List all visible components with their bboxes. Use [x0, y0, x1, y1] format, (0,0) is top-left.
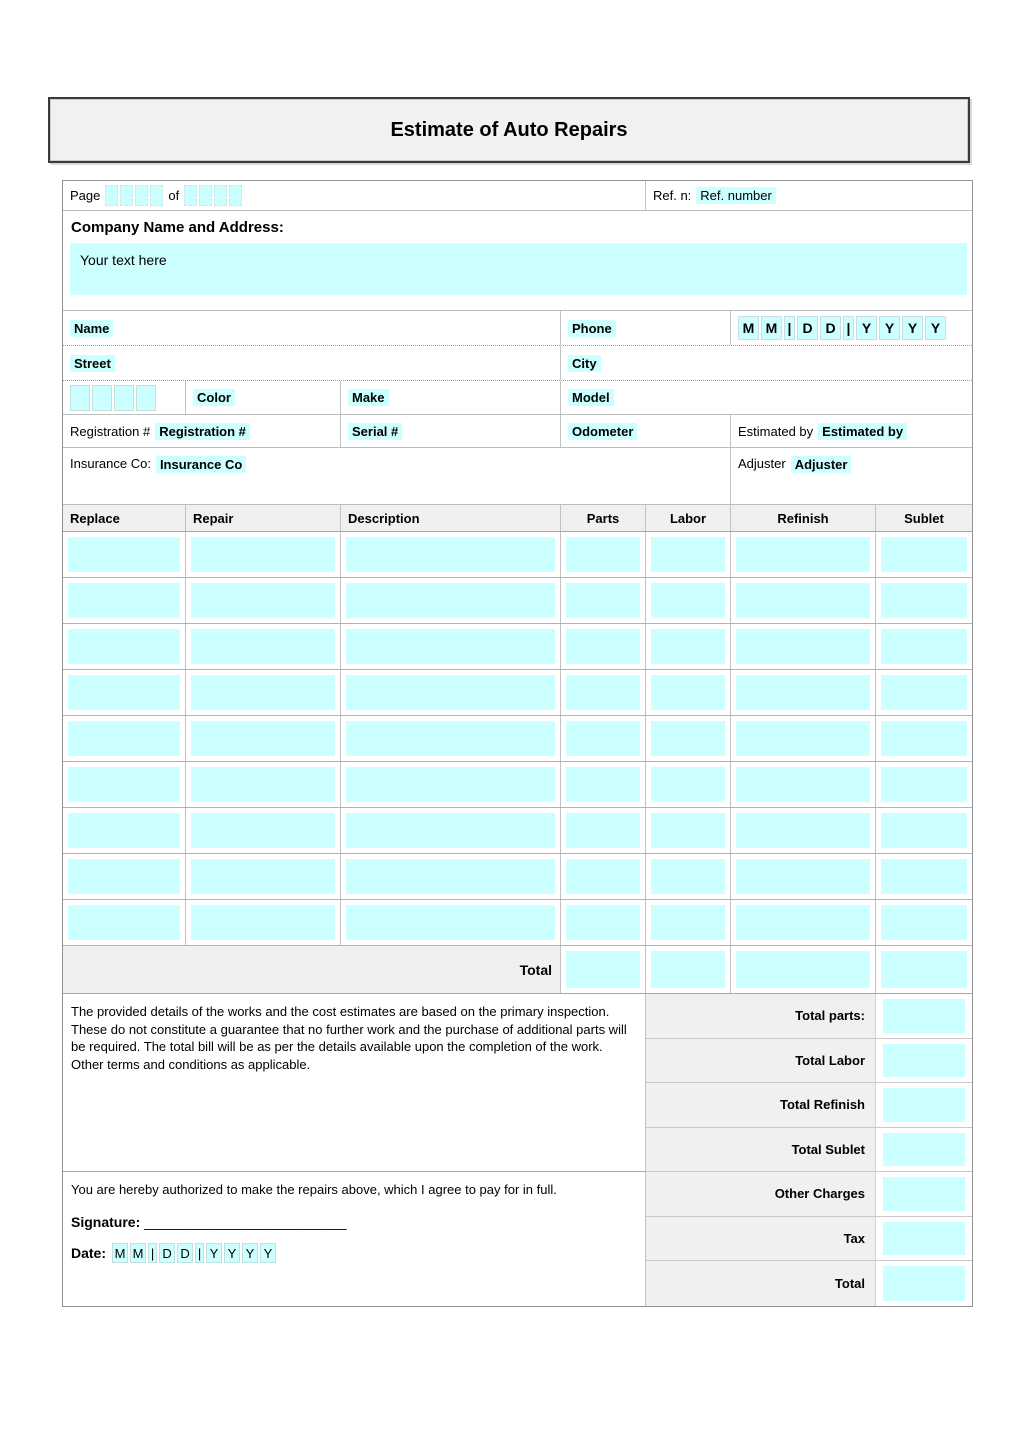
repairs-total-row	[63, 946, 972, 994]
repair-cell-input[interactable]	[736, 675, 870, 710]
form-title-box	[48, 97, 970, 163]
repairs-table-row	[63, 762, 972, 808]
comb-char-box[interactable]: D	[177, 1243, 193, 1263]
authorization-block	[63, 1172, 646, 1306]
repair-cell-input[interactable]	[566, 813, 640, 848]
serial-cell	[341, 415, 561, 447]
repairs-table-row	[63, 670, 972, 716]
signature-row	[71, 1213, 633, 1232]
insurance-row	[63, 448, 972, 505]
insurance-cell	[63, 448, 731, 504]
comb-char-box[interactable]	[229, 185, 242, 206]
repair-cell	[341, 716, 561, 761]
repair-cell-input[interactable]	[68, 583, 180, 618]
repair-cell	[646, 854, 731, 899]
total-label: Total	[63, 946, 561, 993]
repair-cell	[561, 900, 646, 945]
repair-cell	[63, 670, 186, 715]
repair-cell-input[interactable]	[68, 721, 180, 756]
date-cell	[731, 311, 973, 345]
comb-char-box[interactable]	[184, 185, 197, 206]
comb-char-box[interactable]	[105, 185, 118, 206]
comb-char-box[interactable]	[114, 385, 134, 411]
signature-label: Signature:	[71, 1213, 141, 1230]
repair-cell-input[interactable]	[346, 583, 555, 618]
repair-cell-input[interactable]	[191, 629, 335, 664]
page-cell	[63, 181, 646, 210]
repair-cell-input[interactable]	[346, 859, 555, 894]
repair-cell-input[interactable]	[191, 813, 335, 848]
repair-cell-input[interactable]	[191, 767, 335, 802]
column-header-repair: Repair	[186, 505, 341, 531]
repair-cell	[876, 624, 972, 669]
registration-row	[63, 415, 972, 448]
comb-char-box[interactable]	[135, 185, 148, 206]
ref-cell	[646, 181, 972, 210]
adjuster-field[interactable]: Adjuster	[791, 456, 852, 473]
contact-date-comb[interactable]	[738, 316, 946, 340]
repair-cell	[341, 900, 561, 945]
comb-char-box[interactable]	[136, 385, 156, 411]
page-title: Estimate of Auto Repairs	[390, 118, 628, 141]
repair-cell	[561, 578, 646, 623]
repair-cell	[341, 762, 561, 807]
date-row	[71, 1243, 633, 1263]
totals-input-total[interactable]	[883, 1266, 965, 1301]
totals-cell-total	[876, 1261, 972, 1306]
repair-cell	[876, 532, 972, 577]
repair-cell-input[interactable]	[736, 813, 870, 848]
repair-cell	[341, 532, 561, 577]
authorization-text: You are hereby authorized to make the repairs above, which I agree to pay for in full.	[71, 1182, 557, 1197]
repair-cell	[186, 854, 341, 899]
repair-cell-input[interactable]	[736, 537, 870, 572]
repair-cell	[646, 624, 731, 669]
repair-cell-input[interactable]	[191, 905, 335, 940]
name-phone-row	[63, 311, 972, 346]
repair-cell	[63, 854, 186, 899]
repair-cell-input[interactable]	[736, 583, 870, 618]
repair-cell	[186, 670, 341, 715]
repair-cell-input[interactable]	[881, 905, 967, 940]
comb-separator-box[interactable]: |	[148, 1243, 157, 1263]
repair-cell-input[interactable]	[191, 859, 335, 894]
totals-label-total-labor: Total Labor	[646, 1039, 876, 1084]
repair-cell	[561, 670, 646, 715]
repairs-table-row	[63, 624, 972, 670]
street-city-row	[63, 346, 972, 381]
repair-cell-input[interactable]	[881, 583, 967, 618]
repairs-table-body	[63, 532, 972, 946]
repair-cell	[646, 532, 731, 577]
repair-cell-input[interactable]	[346, 537, 555, 572]
repair-cell-input[interactable]	[566, 537, 640, 572]
page-label: Page	[70, 188, 101, 203]
repair-cell-input[interactable]	[651, 537, 725, 572]
column-header-parts: Parts	[561, 505, 646, 531]
repair-cell	[876, 762, 972, 807]
repair-cell-input[interactable]	[68, 675, 180, 710]
repair-cell-input[interactable]	[566, 583, 640, 618]
repair-cell	[646, 578, 731, 623]
repair-cell	[876, 716, 972, 761]
page-total-comb[interactable]	[184, 185, 242, 206]
adjuster-cell	[731, 448, 972, 504]
totals-cell-total-refinish	[876, 1083, 972, 1128]
comb-separator-box[interactable]: |	[195, 1243, 204, 1263]
phone-field[interactable]: Phone	[568, 320, 616, 337]
repair-cell	[731, 624, 876, 669]
repair-cell-input[interactable]	[191, 675, 335, 710]
repair-cell-input[interactable]	[68, 537, 180, 572]
repair-cell-input[interactable]	[68, 859, 180, 894]
repair-cell-input[interactable]	[191, 583, 335, 618]
estimated-by-cell	[731, 415, 972, 447]
terms-block	[63, 994, 646, 1172]
totals-input-other-charges[interactable]	[883, 1177, 965, 1211]
repair-cell	[63, 808, 186, 853]
totals-label-other-charges: Other Charges	[646, 1172, 876, 1217]
repair-cell-input[interactable]	[68, 629, 180, 664]
repair-cell-input[interactable]	[736, 905, 870, 940]
totals-label-total: Total	[646, 1261, 876, 1306]
total-sublet-input[interactable]	[881, 951, 967, 988]
repair-cell	[646, 716, 731, 761]
repair-cell-input[interactable]	[566, 905, 640, 940]
repair-cell-input[interactable]	[881, 859, 967, 894]
repair-cell	[561, 716, 646, 761]
repair-cell	[731, 854, 876, 899]
city-cell	[561, 346, 972, 380]
repair-cell	[561, 854, 646, 899]
city-field[interactable]: City	[568, 355, 601, 372]
repair-cell-input[interactable]	[651, 583, 725, 618]
total-parts-cell	[561, 946, 646, 993]
repair-cell	[731, 670, 876, 715]
repair-cell-input[interactable]	[346, 905, 555, 940]
repair-cell-input[interactable]	[881, 767, 967, 802]
repair-cell	[646, 670, 731, 715]
comb-char-box[interactable]	[199, 185, 212, 206]
totals-input-total-parts[interactable]	[883, 999, 965, 1033]
totals-label-total-parts: Total parts:	[646, 994, 876, 1039]
street-field[interactable]: Street	[70, 355, 115, 372]
repairs-table-row	[63, 808, 972, 854]
company-section	[63, 211, 972, 311]
comb-char-box[interactable]	[150, 185, 163, 206]
repair-cell	[876, 808, 972, 853]
registration-field[interactable]: Registration #	[155, 423, 250, 440]
total-refinish-cell	[731, 946, 876, 993]
comb-char-box[interactable]	[120, 185, 133, 206]
total-refinish-input[interactable]	[736, 951, 870, 988]
repairs-table-row	[63, 716, 972, 762]
repair-cell-input[interactable]	[881, 675, 967, 710]
ref-number-field[interactable]: Ref. number	[696, 187, 776, 204]
serial-field[interactable]: Serial #	[348, 423, 402, 440]
color-cell	[186, 381, 341, 414]
comb-char-box[interactable]: Y	[856, 316, 877, 340]
comb-char-box[interactable]: Y	[206, 1243, 222, 1263]
totals-label-tax: Tax	[646, 1217, 876, 1262]
comb-char-box[interactable]: Y	[925, 316, 946, 340]
comb-char-box[interactable]: Y	[902, 316, 923, 340]
repair-cell-input[interactable]	[651, 859, 725, 894]
repair-cell	[341, 854, 561, 899]
repair-cell	[186, 762, 341, 807]
totals-cell-total-sublet	[876, 1128, 972, 1173]
repairs-table-row	[63, 532, 972, 578]
registration-label: Registration #	[70, 423, 151, 439]
repair-cell-input[interactable]	[346, 675, 555, 710]
repair-cell	[186, 808, 341, 853]
name-field[interactable]: Name	[70, 320, 113, 337]
page-number-comb[interactable]	[105, 185, 163, 206]
vehicle-year-cell	[63, 381, 186, 414]
repairs-table-header	[63, 505, 972, 532]
repair-cell	[646, 762, 731, 807]
repair-cell	[63, 624, 186, 669]
column-header-replace: Replace	[63, 505, 186, 531]
signature-line[interactable]: __________________________	[144, 1213, 347, 1230]
repair-cell	[341, 670, 561, 715]
repair-cell-input[interactable]	[881, 537, 967, 572]
comb-char-box[interactable]: Y	[242, 1243, 258, 1263]
repairs-table-row	[63, 578, 972, 624]
repair-cell	[63, 578, 186, 623]
totals-cell-total-labor	[876, 1039, 972, 1084]
comb-char-box[interactable]: D	[797, 316, 818, 340]
name-cell	[63, 311, 561, 345]
repair-cell	[186, 716, 341, 761]
repair-cell-input[interactable]	[346, 721, 555, 756]
repair-cell	[731, 532, 876, 577]
company-label: Company Name and Address:	[71, 219, 284, 236]
repair-cell-input[interactable]	[651, 767, 725, 802]
vehicle-row	[63, 381, 972, 415]
total-sublet-cell	[876, 946, 972, 993]
totals-input-total-sublet[interactable]	[883, 1133, 965, 1167]
totals-input-tax[interactable]	[883, 1222, 965, 1256]
totals-cell-tax	[876, 1217, 972, 1262]
make-cell	[341, 381, 561, 414]
of-label: of	[168, 188, 180, 203]
authorization-date-comb[interactable]	[112, 1243, 276, 1263]
repair-cell	[341, 808, 561, 853]
registration-cell	[63, 415, 341, 447]
repair-cell-input[interactable]	[346, 813, 555, 848]
repairs-table-row	[63, 854, 972, 900]
totals-cell-total-parts	[876, 994, 972, 1039]
totals-label-total-refinish: Total Refinish	[646, 1083, 876, 1128]
column-header-description: Description	[341, 505, 561, 531]
odometer-field[interactable]: Odometer	[568, 423, 637, 440]
repair-cell-input[interactable]	[651, 813, 725, 848]
make-field[interactable]: Make	[348, 389, 389, 406]
repair-cell	[63, 716, 186, 761]
model-field[interactable]: Model	[568, 389, 614, 406]
adjuster-label: Adjuster	[738, 456, 786, 471]
phone-cell	[561, 311, 731, 345]
repair-cell	[561, 808, 646, 853]
page-ref-row	[63, 181, 972, 211]
repair-cell	[186, 532, 341, 577]
bottom-section	[63, 994, 972, 1306]
repair-cell-input[interactable]	[736, 721, 870, 756]
repair-cell	[731, 578, 876, 623]
repair-cell-input[interactable]	[566, 859, 640, 894]
totals-input-total-refinish[interactable]	[883, 1088, 965, 1122]
repair-cell	[876, 854, 972, 899]
estimate-form	[62, 180, 973, 1307]
repair-cell	[561, 532, 646, 577]
totals-label-total-sublet: Total Sublet	[646, 1128, 876, 1173]
total-labor-cell	[646, 946, 731, 993]
total-parts-input[interactable]	[566, 951, 640, 988]
repair-cell-input[interactable]	[881, 813, 967, 848]
repair-cell	[186, 578, 341, 623]
estimated-by-field[interactable]: Estimated by	[818, 423, 907, 440]
comb-char-box[interactable]: M	[112, 1243, 128, 1263]
repair-cell-input[interactable]	[736, 767, 870, 802]
repair-cell	[186, 900, 341, 945]
repair-cell-input[interactable]	[68, 813, 180, 848]
comb-char-box[interactable]	[70, 385, 90, 411]
comb-char-box[interactable]: M	[738, 316, 759, 340]
repair-cell-input[interactable]	[881, 629, 967, 664]
comb-char-box[interactable]	[214, 185, 227, 206]
repair-cell	[646, 900, 731, 945]
street-cell	[63, 346, 561, 380]
ref-label: Ref. n:	[653, 188, 692, 203]
repair-cell	[876, 900, 972, 945]
repair-cell	[731, 900, 876, 945]
repair-cell-input[interactable]	[736, 859, 870, 894]
repair-cell	[561, 624, 646, 669]
totals-input-total-labor[interactable]	[883, 1044, 965, 1078]
comb-char-box[interactable]: D	[159, 1243, 175, 1263]
company-address-field[interactable]: Your text here	[70, 243, 967, 295]
comb-char-box[interactable]: Y	[879, 316, 900, 340]
comb-char-box[interactable]	[92, 385, 112, 411]
comb-char-box[interactable]: Y	[260, 1243, 276, 1263]
comb-char-box[interactable]: M	[130, 1243, 146, 1263]
repair-cell-input[interactable]	[736, 629, 870, 664]
repair-cell-input[interactable]	[68, 767, 180, 802]
repair-cell	[731, 808, 876, 853]
repair-cell-input[interactable]	[651, 629, 725, 664]
total-labor-input[interactable]	[651, 951, 725, 988]
repair-cell	[341, 624, 561, 669]
repair-cell	[341, 578, 561, 623]
repair-cell-input[interactable]	[346, 767, 555, 802]
repair-cell-input[interactable]	[881, 721, 967, 756]
comb-separator-box[interactable]: |	[784, 316, 795, 340]
repair-cell-input[interactable]	[566, 767, 640, 802]
repair-cell	[731, 762, 876, 807]
repair-cell-input[interactable]	[346, 629, 555, 664]
totals-cell-other-charges	[876, 1172, 972, 1217]
repair-cell	[63, 762, 186, 807]
repair-cell-input[interactable]	[191, 537, 335, 572]
repair-cell	[63, 900, 186, 945]
comb-separator-box[interactable]: |	[843, 316, 854, 340]
estimated-by-label: Estimated by	[738, 423, 814, 439]
repair-cell-input[interactable]	[651, 721, 725, 756]
repair-cell-input[interactable]	[566, 675, 640, 710]
repair-cell-input[interactable]	[68, 905, 180, 940]
insurance-label: Insurance Co:	[70, 456, 151, 471]
repair-cell-input[interactable]	[651, 905, 725, 940]
repair-cell	[561, 762, 646, 807]
odometer-cell	[561, 415, 731, 447]
repair-cell-input[interactable]	[191, 721, 335, 756]
model-cell	[561, 381, 972, 414]
date-label: Date:	[71, 1244, 107, 1261]
repair-cell	[646, 808, 731, 853]
color-field[interactable]: Color	[193, 389, 235, 406]
repairs-table-row	[63, 900, 972, 946]
repair-cell	[186, 624, 341, 669]
comb-char-box[interactable]: Y	[224, 1243, 240, 1263]
insurance-field[interactable]: Insurance Co	[156, 456, 246, 473]
column-header-sublet: Sublet	[904, 510, 944, 526]
comb-char-box[interactable]: M	[761, 316, 782, 340]
comb-char-box[interactable]: D	[820, 316, 841, 340]
terms-text: The provided details of the works and the cost estimates are based on the primary inspection. These do not constitute a guarantee that no further work and the purchase of additional parts will be required. The total bill will be as per the details available upon the completion of the work. Other terms and conditions as applicable.	[71, 1004, 627, 1072]
vehicle-year-comb[interactable]	[70, 385, 156, 411]
repair-cell	[876, 578, 972, 623]
column-header-refinish: Refinish	[731, 505, 876, 531]
repair-cell-input[interactable]	[566, 721, 640, 756]
repair-cell	[63, 532, 186, 577]
repair-cell-input[interactable]	[566, 629, 640, 664]
repair-cell	[876, 670, 972, 715]
repair-cell	[731, 716, 876, 761]
column-header-labor: Labor	[646, 505, 731, 531]
repair-cell-input[interactable]	[651, 675, 725, 710]
